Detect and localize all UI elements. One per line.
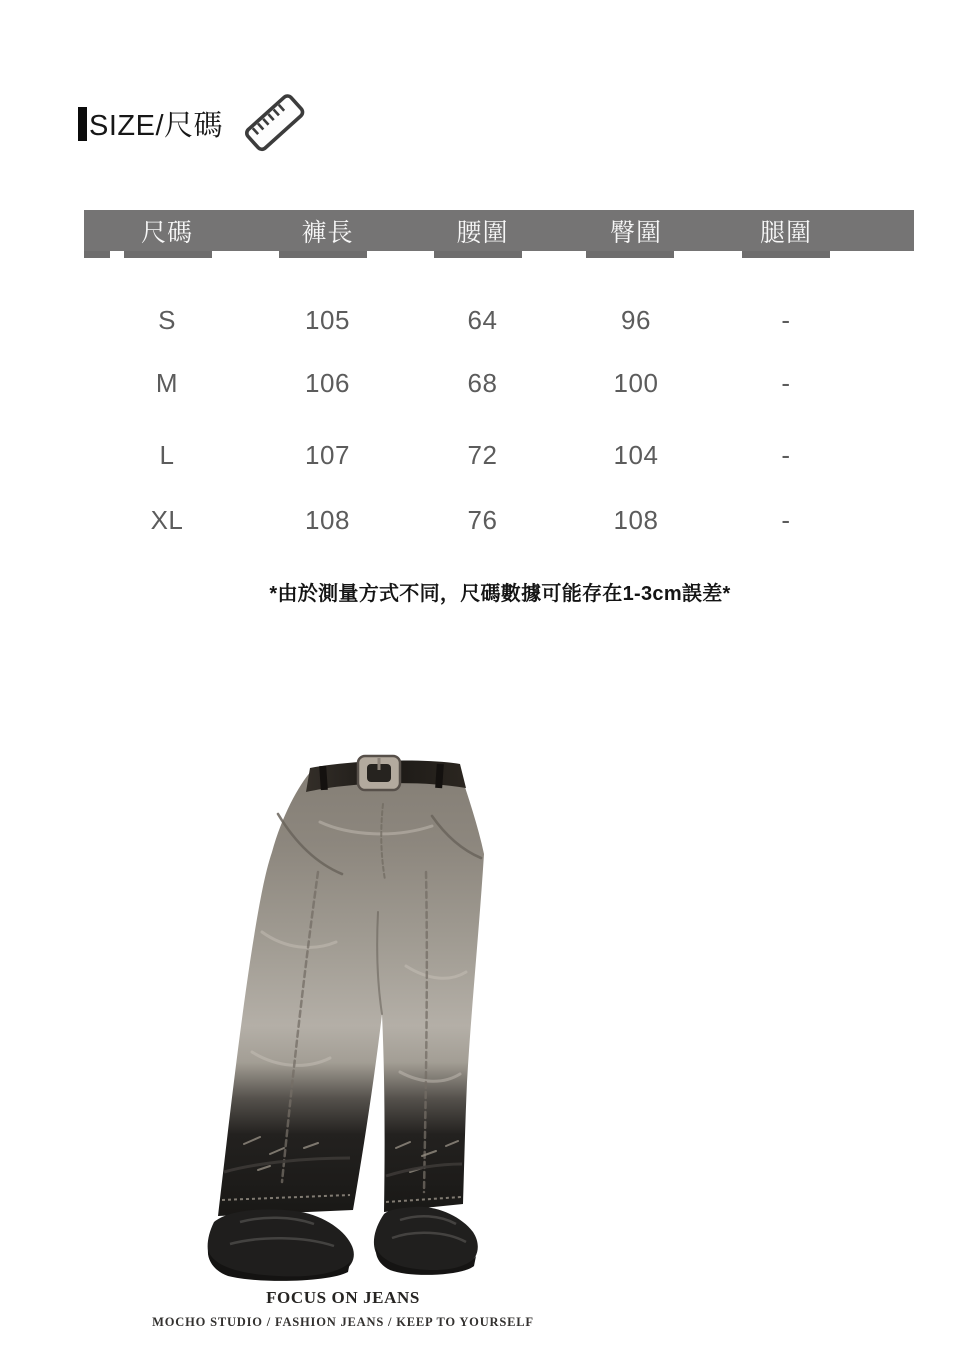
measurement-note: *由於測量方式不同，尺碼數據可能存在1-3cm誤差* [269, 583, 731, 605]
header-shadow-tab [84, 251, 110, 258]
page-title: SIZE/尺碼 [89, 110, 224, 142]
cell-leg: - [781, 304, 791, 335]
cell-hip: 108 [613, 504, 659, 535]
col-header-size: 尺碼 [140, 218, 193, 247]
cell-leg: - [781, 367, 791, 398]
cell-waist: 76 [467, 504, 498, 535]
product-image-jeans [200, 752, 530, 1287]
header-shadow-tab [586, 251, 674, 258]
col-header-hip: 臀圍 [609, 218, 662, 247]
footer-title: FOCUS ON JEANS [266, 1288, 420, 1307]
cell-leg: - [781, 504, 791, 535]
section-title [78, 103, 223, 144]
footer-subtitle: MOCHO STUDIO / FASHION JEANS / KEEP TO YOURSELF [152, 1315, 534, 1329]
col-header-leg: 腿圍 [759, 218, 812, 247]
cell-pant-length: 105 [305, 304, 350, 335]
title-accent-bar [78, 107, 87, 141]
cell-waist: 72 [467, 439, 498, 470]
size-table-header [84, 210, 914, 251]
col-header-waist: 腰圍 [456, 218, 509, 247]
cell-size: L [159, 439, 175, 470]
cell-waist: 68 [467, 367, 498, 398]
cell-pant-length: 108 [305, 504, 350, 535]
cell-pant-length: 107 [305, 439, 350, 470]
cell-waist: 64 [467, 304, 498, 335]
footer-brand [152, 1288, 534, 1330]
cell-hip: 96 [621, 304, 651, 335]
header-shadow-tab [742, 251, 830, 258]
table-row-xl [84, 503, 914, 537]
table-row-m [84, 366, 914, 400]
header-shadow-tab [124, 251, 212, 258]
table-row-l [84, 438, 914, 472]
cell-size: XL [150, 504, 184, 535]
cell-pant-length: 106 [305, 367, 350, 398]
col-header-pant-length: 褲長 [301, 218, 354, 247]
cell-size: S [158, 304, 176, 335]
cell-hip: 100 [613, 367, 659, 398]
header-shadow-tab [434, 251, 522, 258]
ruler-icon [238, 86, 312, 160]
header-shadow-tab [279, 251, 367, 258]
cell-hip: 104 [613, 439, 659, 470]
cell-size: M [155, 367, 179, 398]
table-row-s [84, 303, 914, 337]
cell-leg: - [781, 439, 791, 470]
